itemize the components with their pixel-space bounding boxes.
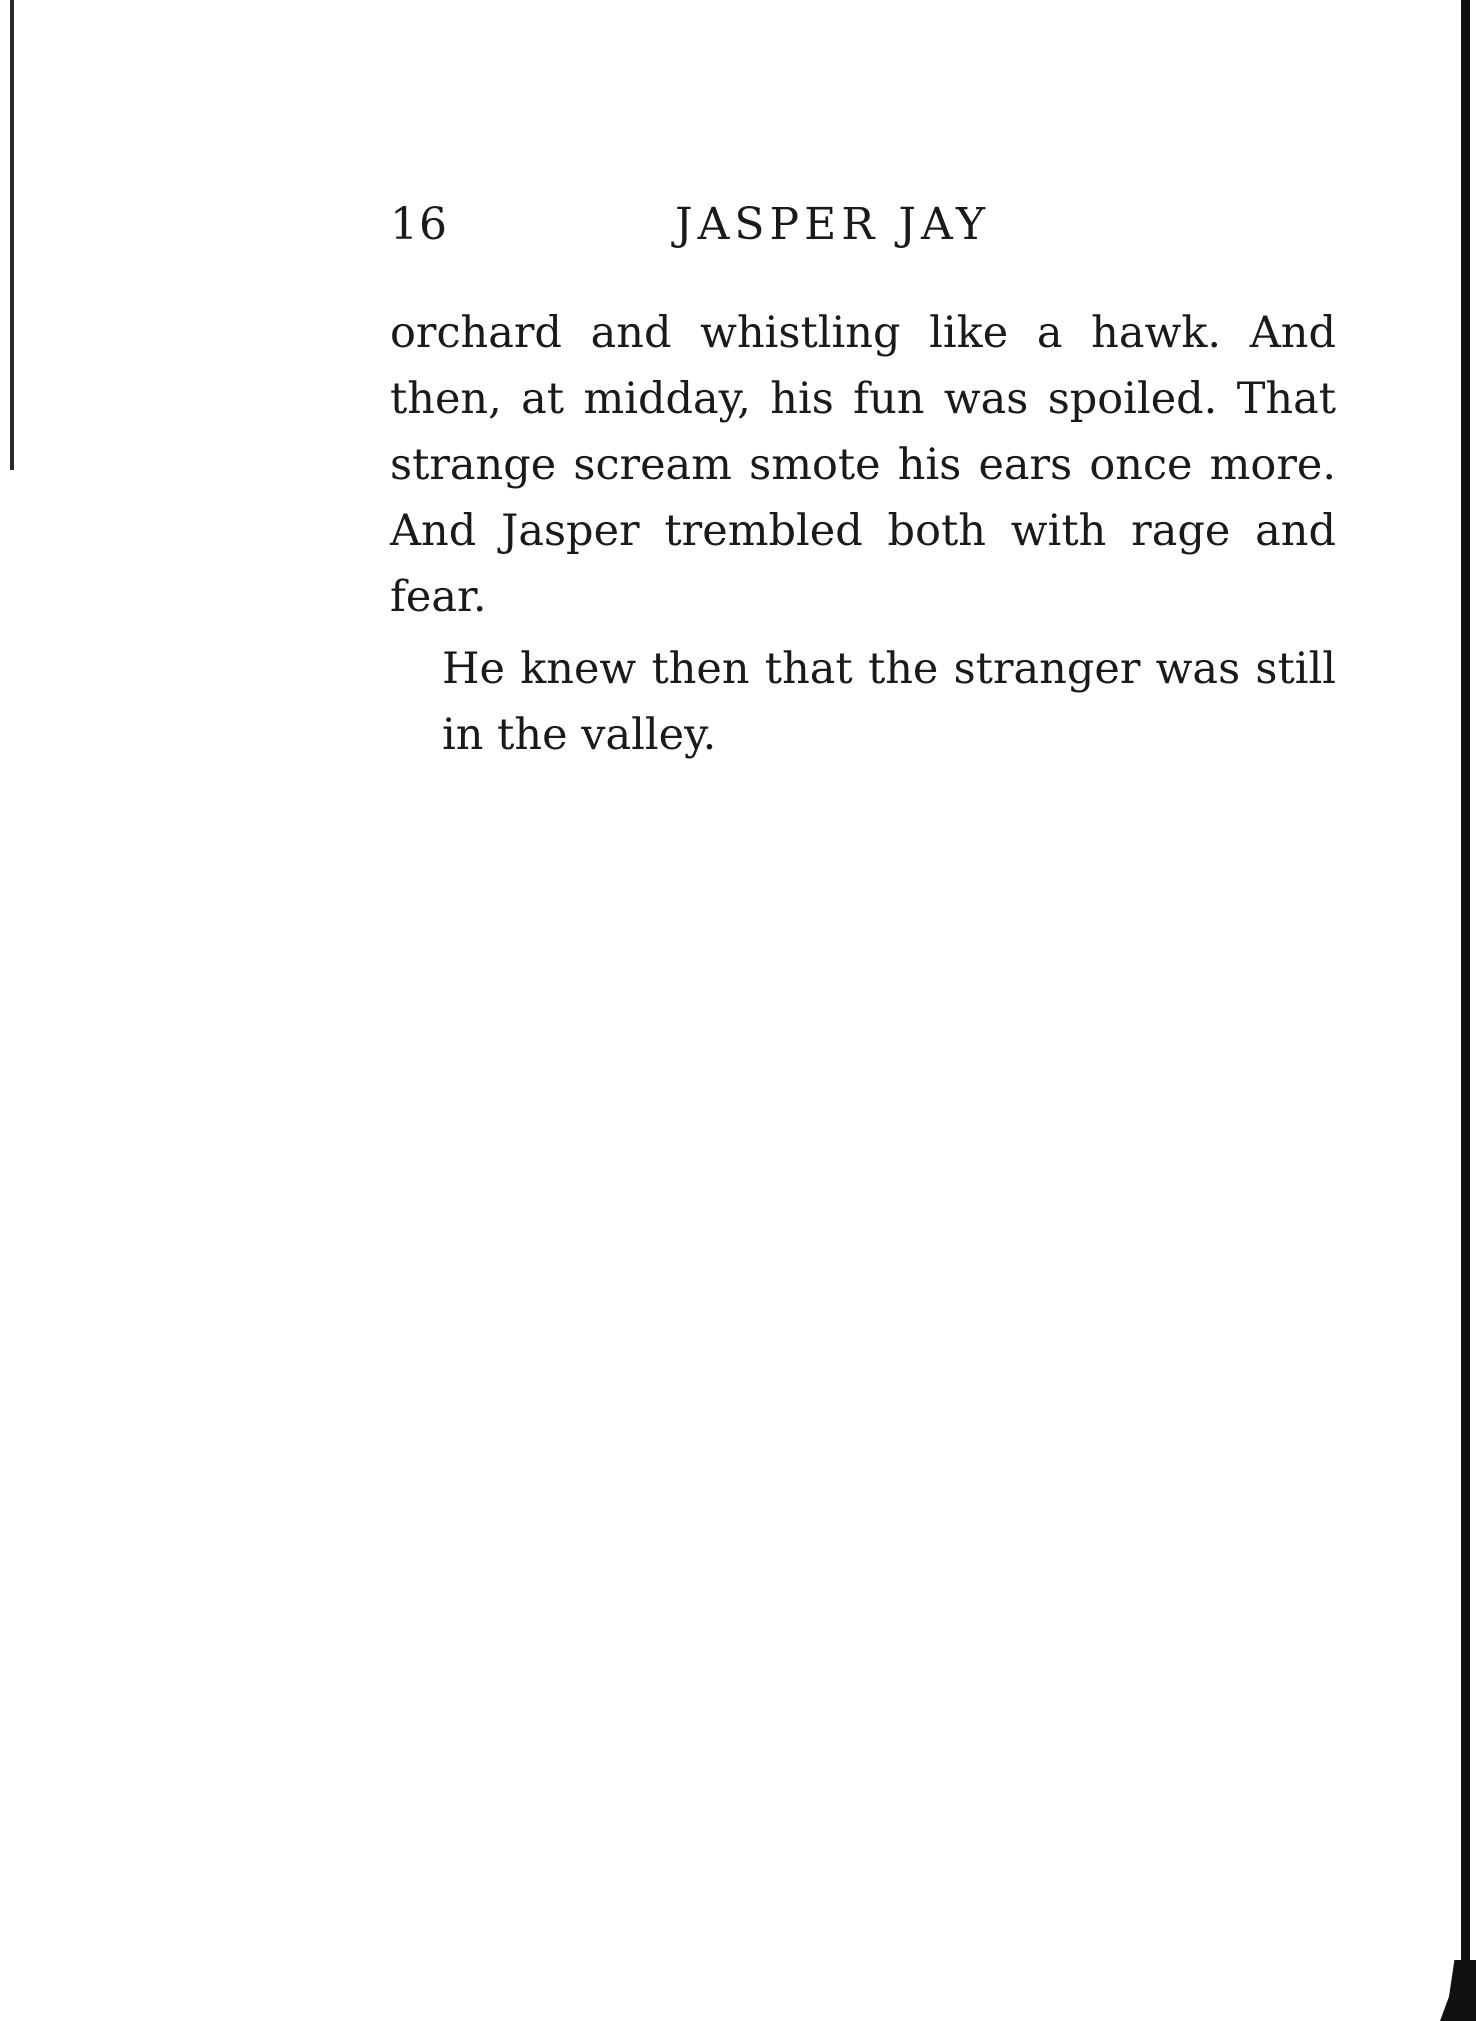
text-line: orchard and whistling like a hawk. And: [390, 308, 1336, 358]
text-line: He knew then that the stranger was still: [442, 644, 1336, 694]
page-number: 16: [390, 199, 448, 250]
text-line: fear.: [390, 572, 487, 622]
page-corner-shadow: [1440, 1960, 1476, 2021]
paragraph-2: [390, 636, 1336, 768]
book-title: JASPER JAY: [675, 199, 991, 250]
page-left-edge: [10, 0, 14, 470]
text-line: And Jasper trembled both with rage and: [390, 506, 1336, 556]
text-line: in the valley.: [442, 710, 717, 760]
body-text: [390, 300, 1336, 774]
paragraph-1: [390, 300, 1336, 630]
text-line: strange scream smote his ears once more.: [390, 440, 1336, 490]
text-line: then, at midday, his fun was spoiled. That: [390, 374, 1336, 424]
running-head: [390, 195, 1336, 255]
page-right-edge: [1461, 0, 1470, 2021]
